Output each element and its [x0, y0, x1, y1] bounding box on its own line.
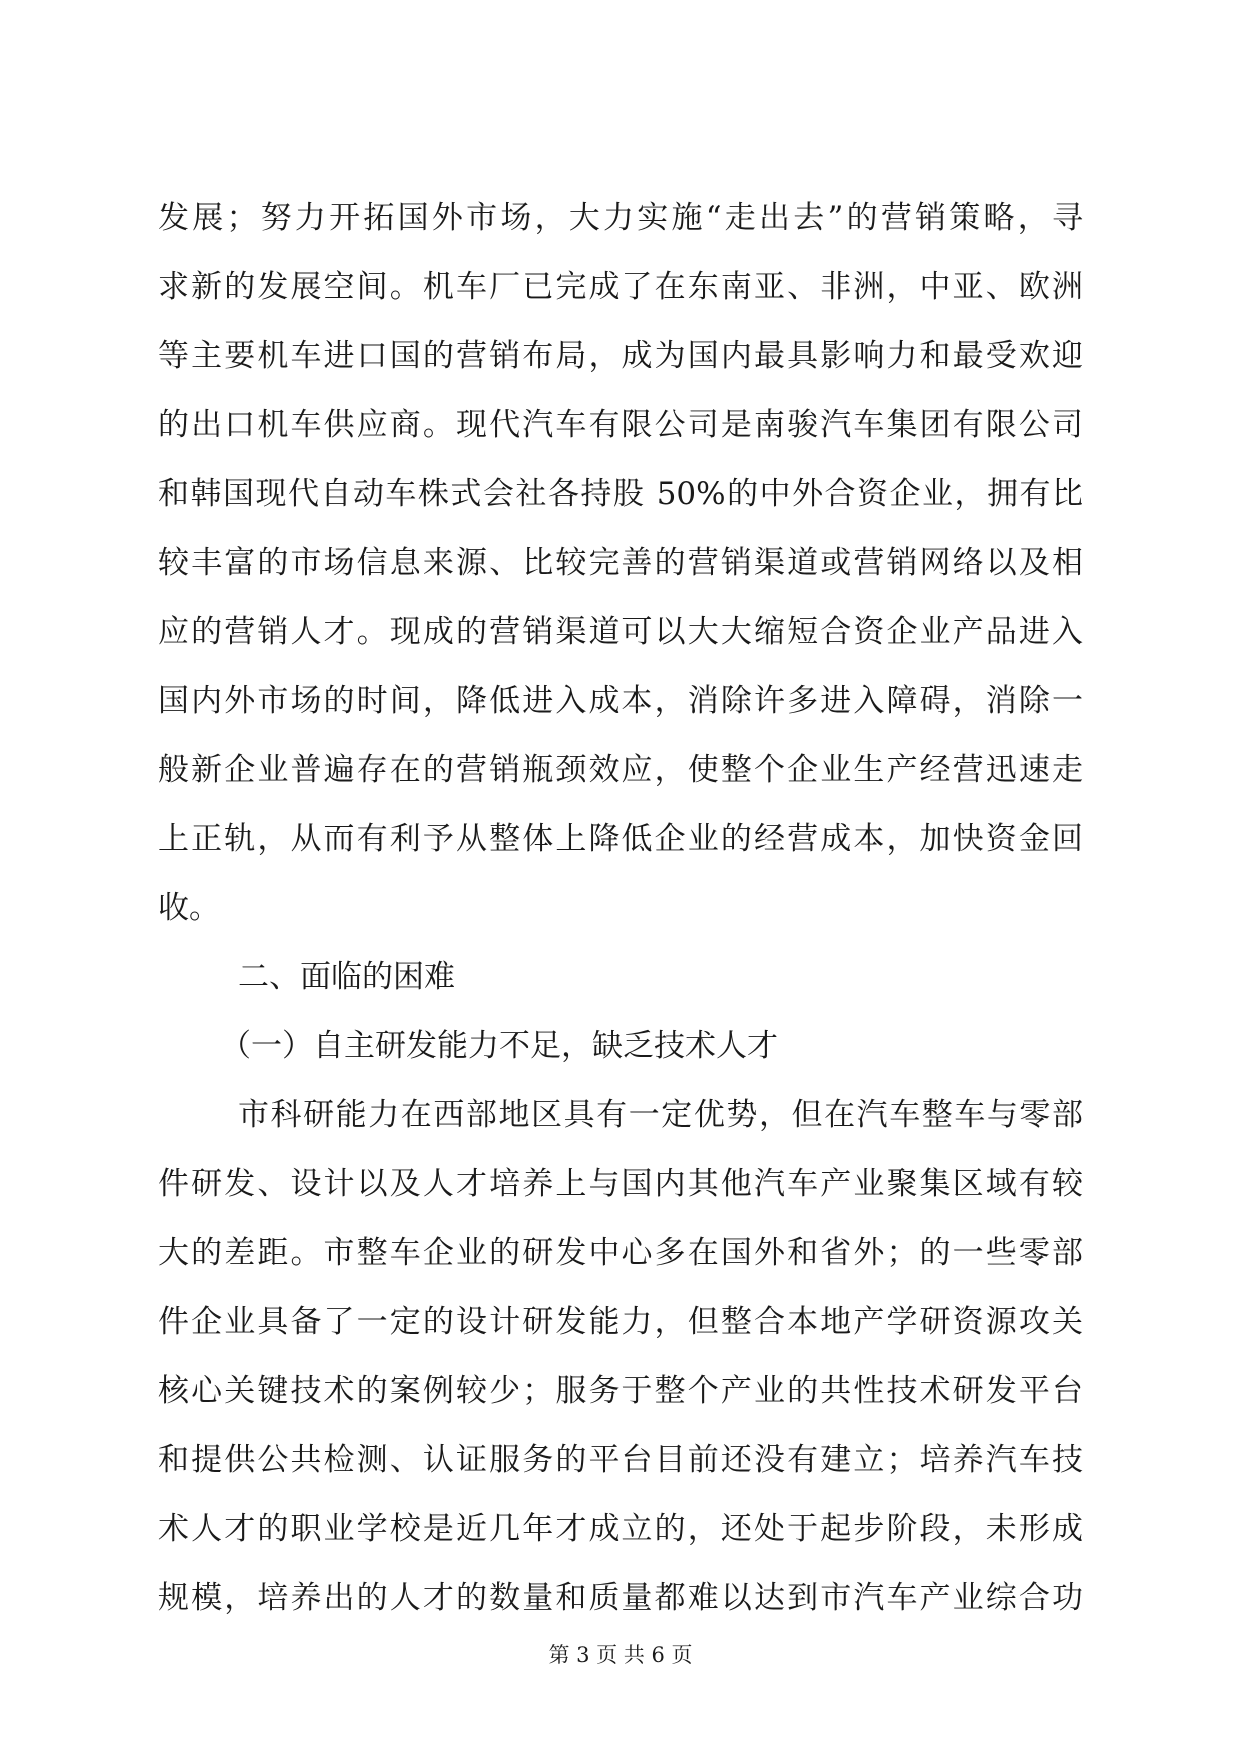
body-line: 收。 [158, 890, 220, 926]
paragraph-line: 和提供公共检测、认证服务的平台目前还没有建立；培养汽车技 [158, 1442, 1083, 1478]
body-line: 求新的发展空间。机车厂已完成了在东南亚、非洲，中亚、欧洲 [158, 269, 1083, 305]
section-heading: 二、面临的困难 [238, 959, 455, 995]
page-footer: 第 3 页 共 6 页 [548, 1643, 693, 1667]
subsection-heading: （一）自主研发能力不足，缺乏技术人才 [220, 1028, 778, 1064]
paragraph-line: 件企业具备了一定的设计研发能力，但整合本地产学研资源攻关 [158, 1304, 1083, 1340]
paragraph-line: 件研发、设计以及人才培养上与国内其他汽车产业聚集区域有较 [158, 1166, 1083, 1202]
body-line: 发展；努力开拓国外市场，大力实施“走出去”的营销策略，寻 [158, 200, 1083, 236]
body-line: 等主要机车进口国的营销布局，成为国内最具影响力和最受欢迎 [158, 338, 1083, 374]
body-line: 和韩国现代自动车株式会社各持股 50%的中外合资企业，拥有比 [158, 476, 1083, 512]
paragraph-line: 核心关键技术的案例较少；服务于整个产业的共性技术研发平台 [158, 1373, 1083, 1409]
paragraph-line: 术人才的职业学校是近几年才成立的，还处于起步阶段，未形成 [158, 1511, 1083, 1547]
body-line: 的出口机车供应商。现代汽车有限公司是南骏汽车集团有限公司 [158, 407, 1083, 443]
body-line: 上正轨，从而有利予从整体上降低企业的经营成本，加快资金回 [158, 821, 1083, 857]
body-line: 应的营销人才。现成的营销渠道可以大大缩短合资企业产品进入 [158, 614, 1083, 650]
body-line: 般新企业普遍存在的营销瓶颈效应，使整个企业生产经营迅速走 [158, 752, 1083, 788]
paragraph-line: 大的差距。市整车企业的研发中心多在国外和省外；的一些零部 [158, 1235, 1083, 1271]
body-line: 较丰富的市场信息来源、比较完善的营销渠道或营销网络以及相 [158, 545, 1083, 581]
paragraph-line: 规模，培养出的人才的数量和质量都难以达到市汽车产业综合功 [158, 1580, 1083, 1616]
paragraph-line: 市科研能力在西部地区具有一定优势，但在汽车整车与零部 [238, 1097, 1083, 1133]
body-line: 国内外市场的时间，降低进入成本，消除许多进入障碍，消除一 [158, 683, 1083, 719]
